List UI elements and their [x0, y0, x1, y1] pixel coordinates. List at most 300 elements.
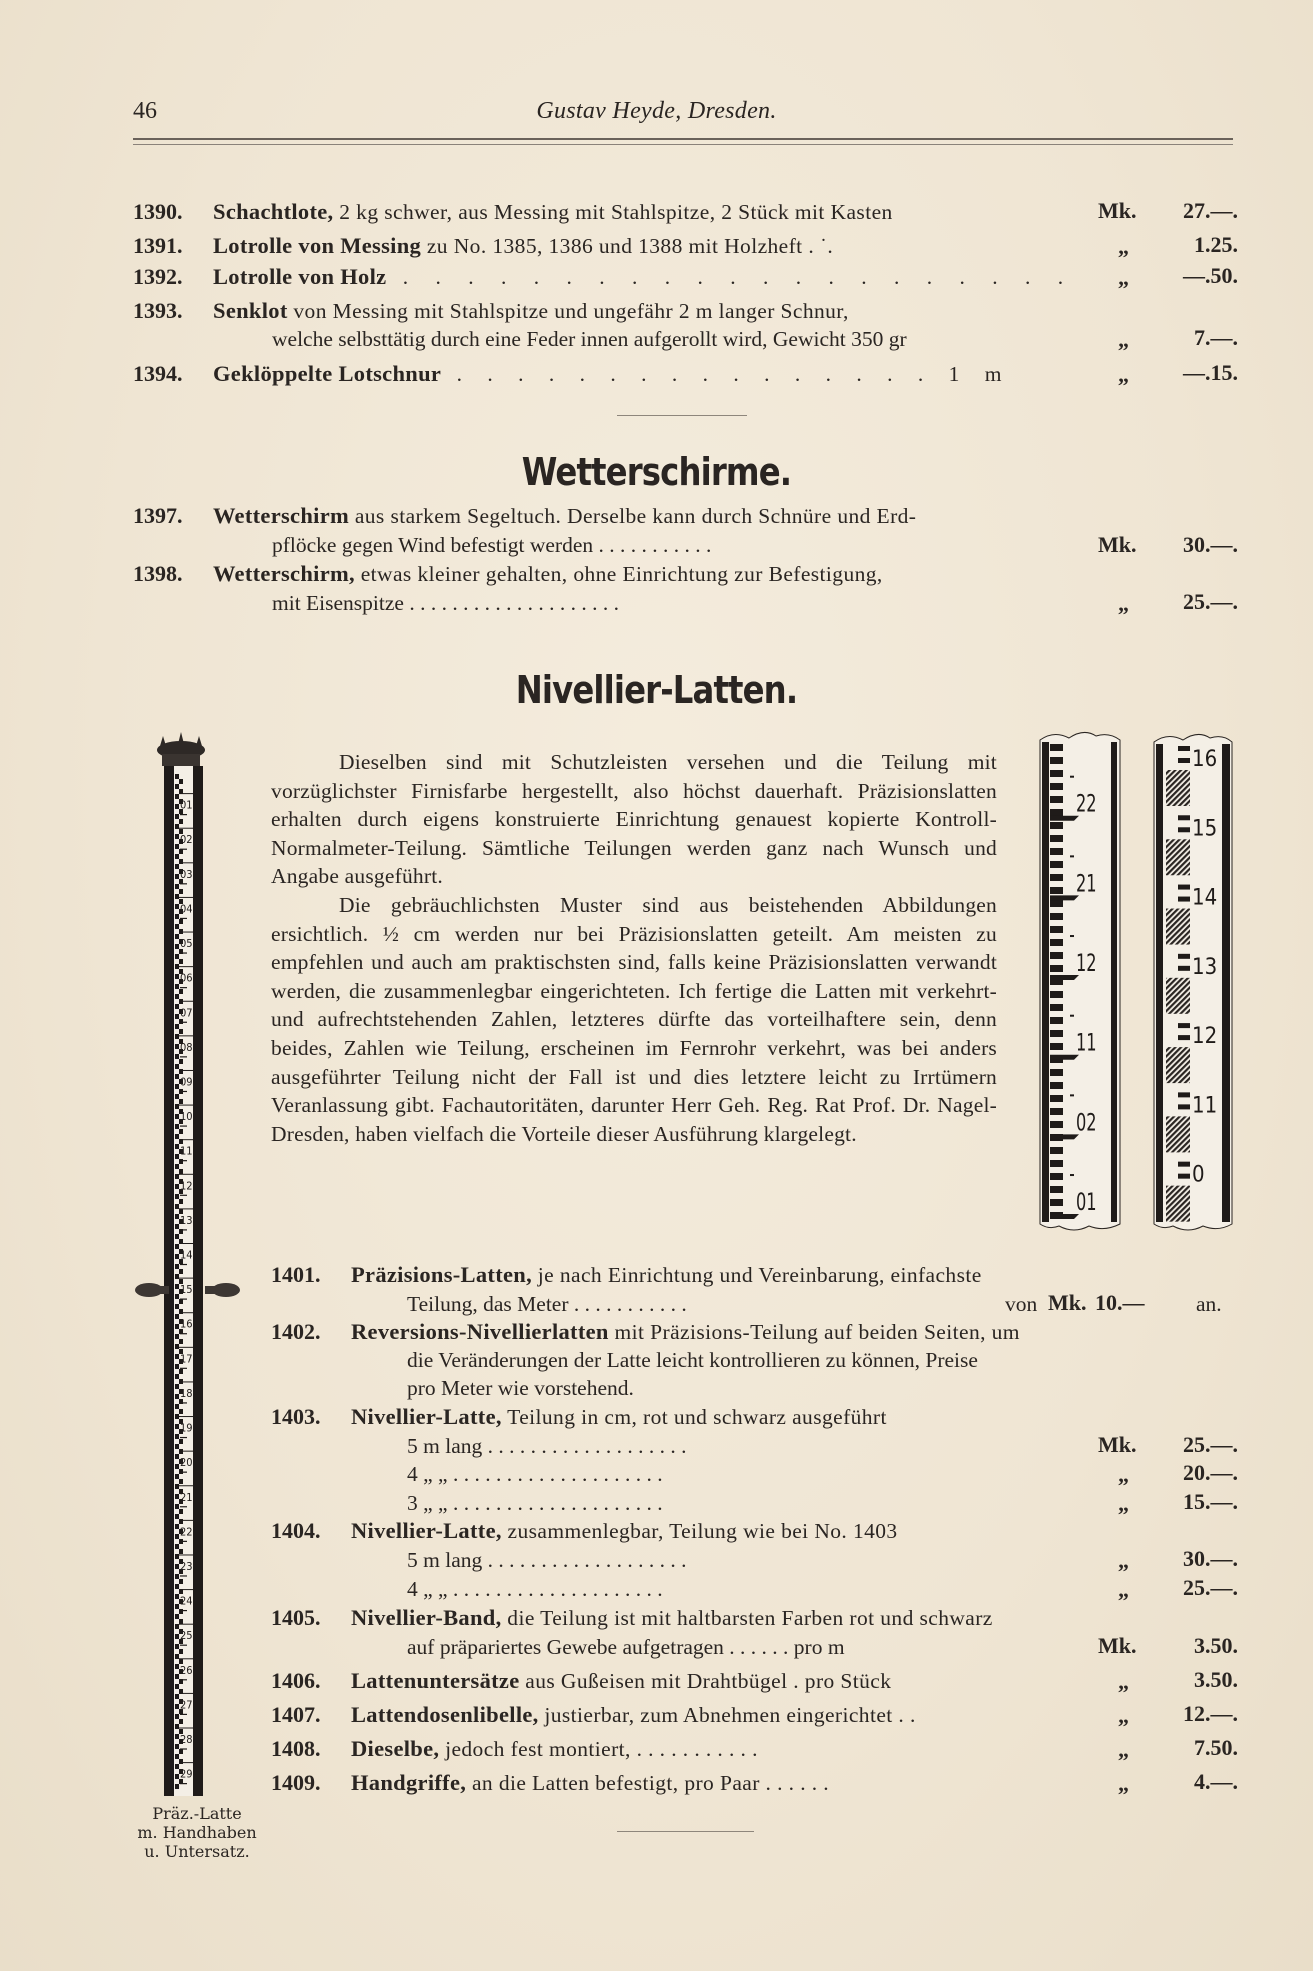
running-head: Gustav Heyde, Dresden. [536, 98, 777, 124]
scale-block [175, 1434, 179, 1439]
scale-label: 11 [1076, 1029, 1097, 1058]
scale-block [1050, 1004, 1063, 1011]
scale-block [1050, 1199, 1063, 1206]
scale-label: 12 [180, 1179, 193, 1193]
scale-block [175, 1754, 179, 1759]
item-description: an die Latten befestigt, pro Paar . . . . . . [466, 1771, 830, 1795]
price-unit: „ [1118, 591, 1129, 616]
half-mark [1070, 1174, 1074, 1176]
scale-label: 11 [180, 1144, 193, 1158]
item-price: 25.—. [1183, 1432, 1238, 1457]
scale-label: 05 [180, 937, 193, 951]
scale-block [175, 1314, 179, 1319]
price-unit: „ [1118, 1703, 1129, 1728]
scale-block [179, 1409, 183, 1414]
scale-block [175, 804, 179, 809]
variant-label: 5 m lang . . . . . . . . . . . . . . . . . . . [407, 1548, 687, 1572]
item-number: 1397. [133, 503, 183, 528]
catalog-item-1391 [133, 232, 833, 260]
scale-label: 23 [180, 1559, 193, 1573]
scale-block [175, 924, 179, 929]
scale-block [1050, 1186, 1063, 1193]
scale-block [175, 1744, 179, 1749]
scale-block [175, 1024, 179, 1029]
scale-block [179, 1649, 183, 1654]
scale-label: 16 [180, 1317, 193, 1331]
item-price: —.15. [1183, 360, 1238, 385]
scale-block [179, 1609, 183, 1614]
price-unit: Mk. [1098, 198, 1137, 223]
scale-label: 12 [1192, 1024, 1218, 1050]
scale-block [175, 1134, 179, 1139]
scale-block [1178, 885, 1190, 890]
scale-block [175, 1504, 179, 1509]
scale-block [175, 1414, 179, 1419]
item-name: Lotrolle von Holz [213, 264, 387, 289]
item-price: 15.—. [1183, 1489, 1238, 1514]
item-price: 20.—. [1183, 1460, 1238, 1485]
scale-block [175, 964, 179, 969]
scale-block [1050, 965, 1063, 972]
scale-block [1050, 1030, 1063, 1037]
price-suffix: an. [1196, 1292, 1222, 1316]
scale-block [175, 814, 179, 819]
scale-block [175, 1674, 179, 1679]
scale-block [175, 904, 179, 909]
scale-block [175, 1064, 179, 1069]
scale-block [1050, 1095, 1063, 1102]
item-name: Lattendosenlibelle, [351, 1702, 539, 1727]
scale-block [175, 1194, 179, 1199]
item-description-continued: mit Eisenspitze . . . . . . . . . . . . . . . . . . . . [272, 591, 619, 615]
scale-label: 15 [1192, 816, 1218, 842]
scale-label: 08 [180, 1040, 193, 1054]
item-description: von Messing mit Stahlspitze und ungefähr 2 m langer Schnur, [287, 299, 849, 323]
scale-label: 21 [180, 1490, 193, 1504]
item-number: 1394. [133, 361, 183, 386]
item-name: Dieselbe, [351, 1736, 440, 1761]
scale-block [175, 1154, 179, 1159]
scale-block [175, 1554, 179, 1559]
item-price: 12.—. [1183, 1701, 1238, 1726]
scale-block [1050, 809, 1063, 816]
item-name: Präzisions-Latten, [351, 1262, 533, 1287]
item-name: Wetterschirm [213, 503, 350, 528]
scale-block [175, 934, 179, 939]
scale-block [179, 1509, 183, 1514]
price-unit: „ [1118, 327, 1129, 352]
scale-block [179, 1579, 183, 1584]
price-unit: Mk. [1098, 532, 1137, 557]
catalog-item-1405 [271, 1604, 993, 1632]
scale-block [1050, 939, 1063, 946]
scale-block [175, 834, 179, 839]
item-price: 27.—. [1183, 198, 1238, 223]
scale-block [175, 1774, 179, 1779]
scale-block [175, 1644, 179, 1649]
scale-block-hatched [1166, 1116, 1190, 1152]
price-unit: „ [1118, 1737, 1129, 1762]
item-description-continued: Teilung, das Meter . . . . . . . . . . . [407, 1292, 687, 1316]
scale-block [175, 1094, 179, 1099]
price-prefix: von [1005, 1292, 1038, 1316]
item-number: 1398. [133, 561, 183, 586]
scale-block [1050, 861, 1063, 868]
scale-block-hatched [1166, 978, 1190, 1014]
scale-block [175, 884, 179, 889]
decimeter-line [1050, 895, 1079, 900]
catalog-item-1407 [271, 1701, 916, 1729]
scale-block [175, 774, 179, 779]
scale-block [175, 1264, 179, 1269]
item-description: je nach Einrichtung und Vereinbarung, einfachste [532, 1263, 982, 1287]
scale-label: 01 [1076, 1188, 1097, 1217]
item-number: 1409. [271, 1770, 321, 1795]
scale-block [175, 1484, 179, 1489]
scale-block [175, 1714, 179, 1719]
scale-block [175, 1004, 179, 1009]
scale-label: 13 [1192, 954, 1218, 980]
item-price: 30.—. [1183, 532, 1238, 557]
scale-block [175, 1444, 179, 1449]
scale-block [1050, 770, 1063, 777]
scale-block [175, 1474, 179, 1479]
scale-label: 27 [180, 1698, 193, 1712]
scale-block [179, 1069, 183, 1074]
price-unit: Mk. [1098, 1633, 1137, 1658]
item-number: 1404. [271, 1518, 321, 1543]
scale-label: 12 [1076, 949, 1097, 978]
scale-block [175, 944, 179, 949]
figure-caption [122, 1804, 272, 1861]
scale-block [1050, 952, 1063, 959]
price-unit: „ [1118, 234, 1129, 259]
scale-label: 16 [1192, 747, 1218, 772]
scale-block [1178, 746, 1190, 751]
scale-block [1050, 835, 1063, 842]
scale-label: 22 [1076, 790, 1097, 819]
item-description-continued: auf präpariertes Gewebe aufgetragen . . . . . . pro m [407, 1635, 845, 1659]
scale-block [175, 784, 179, 789]
decimeter-line [1050, 816, 1079, 821]
scale-block [175, 1424, 179, 1429]
scale-label: 13 [180, 1213, 193, 1227]
section-title-nivellier-latten: Nivellier-Latten. [515, 668, 798, 712]
scale-block [1050, 1069, 1063, 1076]
item-price: 3.50. [1194, 1633, 1238, 1658]
price-unit: „ [1118, 1548, 1129, 1573]
precision-rod-illustration [140, 728, 250, 1806]
scale-block [175, 1104, 179, 1109]
scale-block-hatched [1166, 1047, 1190, 1083]
scale-label: 01 [180, 798, 193, 812]
catalog-item-1393 [133, 297, 849, 325]
item-price: 30.—. [1183, 1546, 1238, 1571]
item-description: etwas kleiner gehalten, ohne Einrichtung zur Befestigung, [354, 562, 883, 586]
item-name: Lattenuntersätze [351, 1668, 520, 1693]
catalog-item-1403 [271, 1403, 887, 1431]
scale-label: 02 [1076, 1108, 1097, 1138]
scale-block [1050, 848, 1063, 855]
scale-block [175, 1234, 179, 1239]
scale-block [1050, 1173, 1063, 1180]
catalog-item-1402 [271, 1318, 1020, 1346]
handle-left-icon [135, 1283, 169, 1297]
scale-block [1050, 900, 1063, 907]
scale-block [1178, 1174, 1190, 1179]
intro-paragraph: Die gebräuchlichsten Muster sind aus beistehenden Abbildungen ersichtlich. ½ cm werden nur bei Präzisionslatten geteilt. Am meisten zu empfehlen und auch am praktischsten sind, falls keine Präzisionslatten verwandt werden, die zusammenlegbar eingerichteten. Ich fertige die Latten mit verkehrt- und aufrechtstehenden Zahlen, letzteres dürfte das vorteilhaftere sein, denn beides, Zahlen wie Teilung, erscheinen im Fernrohr verkehrt, was bei anders ausgeführter Teilung nicht der Fall ist und dies letztere leicht zu Irrtümern Veranlassung gibt. Fachautoritäten, darunter Herr Geh. Reg. Rat Prof. Dr. Nagel-Dresden, haben vielfach die Vorteile dieser Ausführung klargelegt. [271, 892, 997, 1146]
scale-block [179, 929, 183, 934]
scale-block [179, 1019, 183, 1024]
item-description: zusammenlegbar, Teilung wie bei No. 1403 [501, 1519, 898, 1543]
variant-label: 4 „ „ . . . . . . . . . . . . . . . . . . . . [407, 1462, 663, 1486]
scale-block [1178, 827, 1190, 832]
price-unit: „ [1118, 1577, 1129, 1602]
catalog-item-1409 [271, 1769, 829, 1797]
scale-block [175, 1344, 179, 1349]
item-price: 25.—. [1183, 1575, 1238, 1600]
item-number: 1390. [133, 199, 183, 224]
item-description-continued: welche selbsttätig durch eine Feder innen aufgerollt wird, Gewicht 350 gr [272, 327, 907, 351]
scale-block [175, 894, 179, 899]
caption-line: Präz.-Latte [152, 1804, 242, 1823]
scale-block [175, 1494, 179, 1499]
scale-block [179, 1759, 183, 1764]
scale-block [179, 1479, 183, 1484]
scale-block [175, 1584, 179, 1589]
scale-label: 04 [180, 902, 193, 916]
scale-block [1050, 874, 1063, 881]
scale-block [1178, 1092, 1190, 1097]
variant-label: 5 m lang . . . . . . . . . . . . . . . . . . . [407, 1434, 687, 1458]
scale-label: 11 [1192, 1093, 1218, 1119]
scale-label: 28 [180, 1733, 193, 1747]
scale-label: 10 [180, 1110, 193, 1124]
item-name: Lotrolle von Messing [213, 233, 422, 258]
scale-block [175, 864, 179, 869]
scale-block [179, 1519, 183, 1524]
scale-block [175, 1074, 179, 1079]
scale-block [1050, 1082, 1063, 1089]
item-description-continued: pflöcke gegen Wind befestigt werden . . . . . . . . . . . [272, 533, 712, 557]
section-separator [617, 1831, 754, 1832]
scale-block [179, 819, 183, 824]
leader-dots: . . . . . . . . . . . . . . . . . . . . . [386, 265, 1075, 289]
scale-block [1178, 954, 1190, 959]
item-description: justierbar, zum Abnehmen eingerichtet . . [538, 1703, 916, 1727]
item-name: Handgriffe, [351, 1770, 467, 1795]
scale-label: 25 [180, 1629, 193, 1643]
scale-label: 07 [180, 1006, 193, 1020]
scale-label: 14 [180, 1248, 193, 1262]
scale-block [175, 1034, 179, 1039]
scale-label: 20 [180, 1456, 193, 1470]
scale-block [1050, 887, 1063, 894]
item-name: Nivellier-Latte, [351, 1404, 502, 1429]
item-description: 2 kg schwer, aus Messing mit Stahlspitze, 2 Stück mit Kasten [333, 200, 893, 224]
header-rule [133, 144, 1233, 145]
scale-block [175, 1214, 179, 1219]
scale-block [175, 1244, 179, 1249]
item-number: 1405. [271, 1605, 321, 1630]
rod-handles [135, 1275, 240, 1305]
scale-block [175, 1544, 179, 1549]
scale-block [1050, 757, 1063, 764]
scale-block [179, 919, 183, 924]
folding-rod-illustration [1148, 728, 1236, 1236]
scale-block [175, 874, 179, 879]
scale-block [175, 1684, 179, 1689]
item-name: Wetterschirm, [213, 561, 355, 586]
item-number: 1392. [133, 264, 183, 289]
scale-block [179, 1339, 183, 1344]
rod-rail-left [1156, 744, 1163, 1222]
scale-block [1050, 926, 1063, 933]
scale-block [175, 1394, 179, 1399]
catalog-item-1390 [133, 198, 893, 226]
scale-block [175, 954, 179, 959]
item-name: Schachtlote, [213, 199, 334, 224]
price-unit: „ [1118, 1462, 1129, 1487]
scale-block [179, 1099, 183, 1104]
scale-block [175, 1454, 179, 1459]
scale-block [1050, 1017, 1063, 1024]
scale-block [179, 1749, 183, 1754]
scale-block [179, 1269, 183, 1274]
item-number: 1408. [271, 1736, 321, 1761]
caption-line: u. Untersatz. [144, 1842, 250, 1861]
scale-block [179, 1029, 183, 1034]
scale-block [179, 1469, 183, 1474]
scale-block [179, 1129, 183, 1134]
scale-block [1050, 744, 1063, 751]
scale-block [175, 1044, 179, 1049]
scale-block [175, 1664, 179, 1669]
header-rule [133, 138, 1233, 140]
item-description: zu No. 1385, 1386 und 1388 mit Holzheft . ˙. [421, 234, 834, 258]
scale-label: 17 [180, 1352, 193, 1366]
scale-label: 18 [180, 1386, 193, 1400]
scale-block [175, 1404, 179, 1409]
scale-label: 22 [180, 1525, 193, 1539]
scale-block [175, 994, 179, 999]
scale-block [175, 1594, 179, 1599]
reversed-rod-illustration [1034, 728, 1124, 1236]
scale-block [1050, 1121, 1063, 1128]
decimeter-line [1050, 1055, 1079, 1060]
price-unit: Mk. [1048, 1290, 1087, 1315]
scale-block [1050, 991, 1063, 998]
scale-block [1050, 1043, 1063, 1050]
scale-block [175, 1564, 179, 1569]
scale-block [175, 1704, 179, 1709]
rod-rail-right [1111, 742, 1117, 1222]
scale-block [179, 1159, 183, 1164]
half-mark [1070, 855, 1074, 857]
scale-block [175, 1354, 179, 1359]
scale-label: 06 [180, 971, 193, 985]
item-price: 4.—. [1194, 1769, 1238, 1794]
scale-block [175, 1184, 179, 1189]
scale-block [175, 1464, 179, 1469]
item-number: 1393. [133, 298, 183, 323]
scale-block [175, 1374, 179, 1379]
scale-block [175, 1634, 179, 1639]
scale-block [1178, 758, 1190, 763]
section-separator [617, 415, 747, 416]
item-price: 3.50. [1194, 1667, 1238, 1692]
catalog-item-1406 [271, 1667, 891, 1695]
catalog-item-1397 [133, 502, 916, 530]
price-unit: „ [1118, 1491, 1129, 1516]
half-mark [1070, 776, 1074, 778]
item-name: Geklöppelte Lotschnur [213, 361, 442, 386]
variant-label: 3 „ „ . . . . . . . . . . . . . . . . . . . . [407, 1491, 663, 1515]
scale-block [175, 1384, 179, 1389]
catalog-item-1408 [271, 1735, 758, 1763]
scale-label: 19 [180, 1421, 193, 1435]
scale-block [175, 1724, 179, 1729]
scale-block [179, 1439, 183, 1444]
scale-block [175, 1144, 179, 1149]
item-price: 1.25. [1194, 232, 1238, 257]
decimeter-line [1050, 1214, 1079, 1219]
scale-block [179, 1199, 183, 1204]
item-price: 25.—. [1183, 589, 1238, 614]
item-description-continued: pro Meter wie vorstehend. [407, 1376, 634, 1400]
scale-block [175, 1514, 179, 1519]
scale-block [179, 1059, 183, 1064]
rod-rail-right [1222, 744, 1230, 1222]
scale-block [179, 1549, 183, 1554]
price-unit: Mk. [1098, 1432, 1137, 1457]
scale-block [175, 984, 179, 989]
scale-label: 21 [1076, 869, 1097, 899]
scale-block [1178, 1035, 1190, 1040]
scale-block [1050, 796, 1063, 803]
variant-label: 4 „ „ . . . . . . . . . . . . . . . . . . . . [407, 1577, 663, 1601]
scale-block [179, 959, 183, 964]
item-description: die Teilung ist mit haltbarsten Farben rot und schwarz [501, 1606, 993, 1630]
scale-block [175, 854, 179, 859]
price-unit: „ [1118, 265, 1129, 290]
scale-block [175, 824, 179, 829]
scale-block [175, 1764, 179, 1769]
caption-line: m. Handhaben [137, 1823, 257, 1842]
intro-text [271, 748, 997, 1148]
catalog-item-1401 [271, 1261, 982, 1289]
scale-block-hatched [1166, 909, 1190, 945]
scale-block [175, 1054, 179, 1059]
half-mark [1070, 1015, 1074, 1017]
scale-block [175, 1534, 179, 1539]
page-number: 46 [133, 98, 157, 124]
scale-block [1050, 1108, 1063, 1115]
handle-right-icon [205, 1283, 240, 1297]
rod-cap-icon [157, 732, 205, 766]
scale-block [179, 889, 183, 894]
scale-block [175, 794, 179, 799]
item-number: 1407. [271, 1702, 321, 1727]
scale-block-hatched [1166, 839, 1190, 875]
scale-block [175, 1734, 179, 1739]
leader-dots: . . . . . . . . . . . . . . . . 1 m [441, 362, 1012, 386]
scale-label: 03 [180, 867, 193, 881]
scale-label: 0 [1192, 1162, 1205, 1188]
intro-paragraph: Dieselben sind mit Schutzleisten versehen und die Teilung mit vorzüglichster Firnisfarbe hergestellt, also höchst dauerhaft. Präzisionslatten erhalten durch eigens konstruierte Einrichtung genauest kopierte Kontroll-Normalmeter-Teilung. Sämtliche Teilungen werden ganz nach Wunsch und Angabe ausgeführt. [271, 750, 997, 889]
decimeter-line [1050, 1134, 1079, 1139]
scale-block [1178, 1104, 1190, 1109]
